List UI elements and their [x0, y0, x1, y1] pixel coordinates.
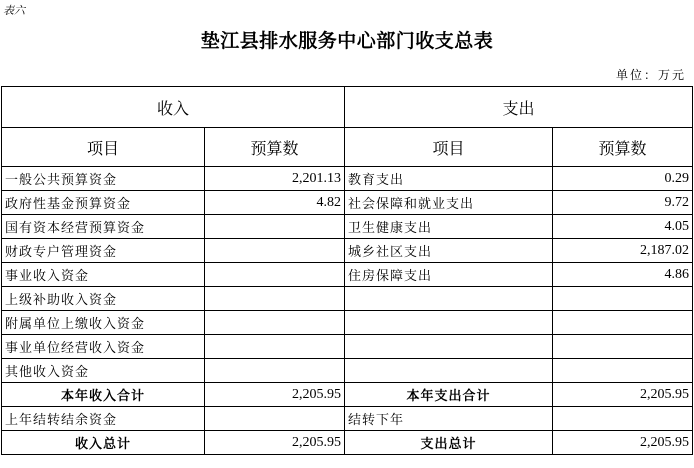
- table-row: [2, 263, 693, 287]
- table-tag: 表六: [3, 4, 25, 17]
- expense-value: 4.86: [553, 263, 693, 287]
- carry-row: [2, 407, 693, 431]
- income-budget-header: 预算数: [205, 128, 345, 167]
- income-value: 4.82: [205, 191, 345, 215]
- carry-out-value: [553, 407, 693, 431]
- total-row: [2, 431, 693, 455]
- expense-value: 2,187.02: [553, 239, 693, 263]
- unit-label: 单位：万元: [615, 68, 686, 82]
- carry-out-label: 结转下年: [345, 407, 553, 431]
- expense-subtotal-value: 2,205.95: [553, 383, 693, 407]
- expense-label: [345, 287, 553, 311]
- expense-total-value: 2,205.95: [553, 431, 693, 455]
- expense-label: 城乡社区支出: [345, 239, 553, 263]
- expense-label: 住房保障支出: [345, 263, 553, 287]
- expense-value: [553, 311, 693, 335]
- carry-in-label: 上年结转结余资金: [2, 407, 205, 431]
- income-subtotal-label: 本年收入合计: [2, 383, 205, 407]
- expense-label: 卫生健康支出: [345, 215, 553, 239]
- income-value: [205, 263, 345, 287]
- subtotal-row: [2, 383, 693, 407]
- expense-value: [553, 335, 693, 359]
- income-total-value: 2,205.95: [205, 431, 345, 455]
- income-label: 财政专户管理资金: [2, 239, 205, 263]
- expense-value: 4.05: [553, 215, 693, 239]
- table-row: [2, 239, 693, 263]
- expense-header: 支出: [345, 87, 693, 128]
- table-row: [2, 311, 693, 335]
- expense-label: [345, 359, 553, 383]
- income-value: [205, 359, 345, 383]
- income-value: 2,201.13: [205, 167, 345, 191]
- expense-value: [553, 359, 693, 383]
- income-label: 国有资本经营预算资金: [2, 215, 205, 239]
- table-row: [2, 215, 693, 239]
- income-label: 其他收入资金: [2, 359, 205, 383]
- income-label: 附属单位上缴收入资金: [2, 311, 205, 335]
- income-item-header: 项目: [2, 128, 205, 167]
- income-label: 一般公共预算资金: [2, 167, 205, 191]
- table-row: [2, 335, 693, 359]
- income-value: [205, 239, 345, 263]
- income-value: [205, 335, 345, 359]
- income-header: 收入: [2, 87, 345, 128]
- income-value: [205, 287, 345, 311]
- income-subtotal-value: 2,205.95: [205, 383, 345, 407]
- expense-subtotal-label: 本年支出合计: [345, 383, 553, 407]
- income-total-label: 收入总计: [2, 431, 205, 455]
- income-label: 事业单位经营收入资金: [2, 335, 205, 359]
- income-value: [205, 215, 345, 239]
- income-value: [205, 311, 345, 335]
- table-row: [2, 359, 693, 383]
- expense-value: [553, 287, 693, 311]
- table-row: [2, 191, 693, 215]
- carry-in-value: [205, 407, 345, 431]
- income-label: 上级补助收入资金: [2, 287, 205, 311]
- section-header-row: [2, 87, 693, 128]
- budget-summary-table: [1, 86, 693, 455]
- column-header-row: [2, 128, 693, 167]
- expense-value: 0.29: [553, 167, 693, 191]
- expense-label: 社会保障和就业支出: [345, 191, 553, 215]
- expense-budget-header: 预算数: [553, 128, 693, 167]
- income-label: 政府性基金预算资金: [2, 191, 205, 215]
- expense-label: 教育支出: [345, 167, 553, 191]
- expense-total-label: 支出总计: [345, 431, 553, 455]
- expense-value: 9.72: [553, 191, 693, 215]
- expense-label: [345, 335, 553, 359]
- table-row: [2, 287, 693, 311]
- table-row: [2, 167, 693, 191]
- expense-label: [345, 311, 553, 335]
- expense-item-header: 项目: [345, 128, 553, 167]
- income-label: 事业收入资金: [2, 263, 205, 287]
- page-title: 垫江县排水服务中心部门收支总表: [200, 30, 494, 52]
